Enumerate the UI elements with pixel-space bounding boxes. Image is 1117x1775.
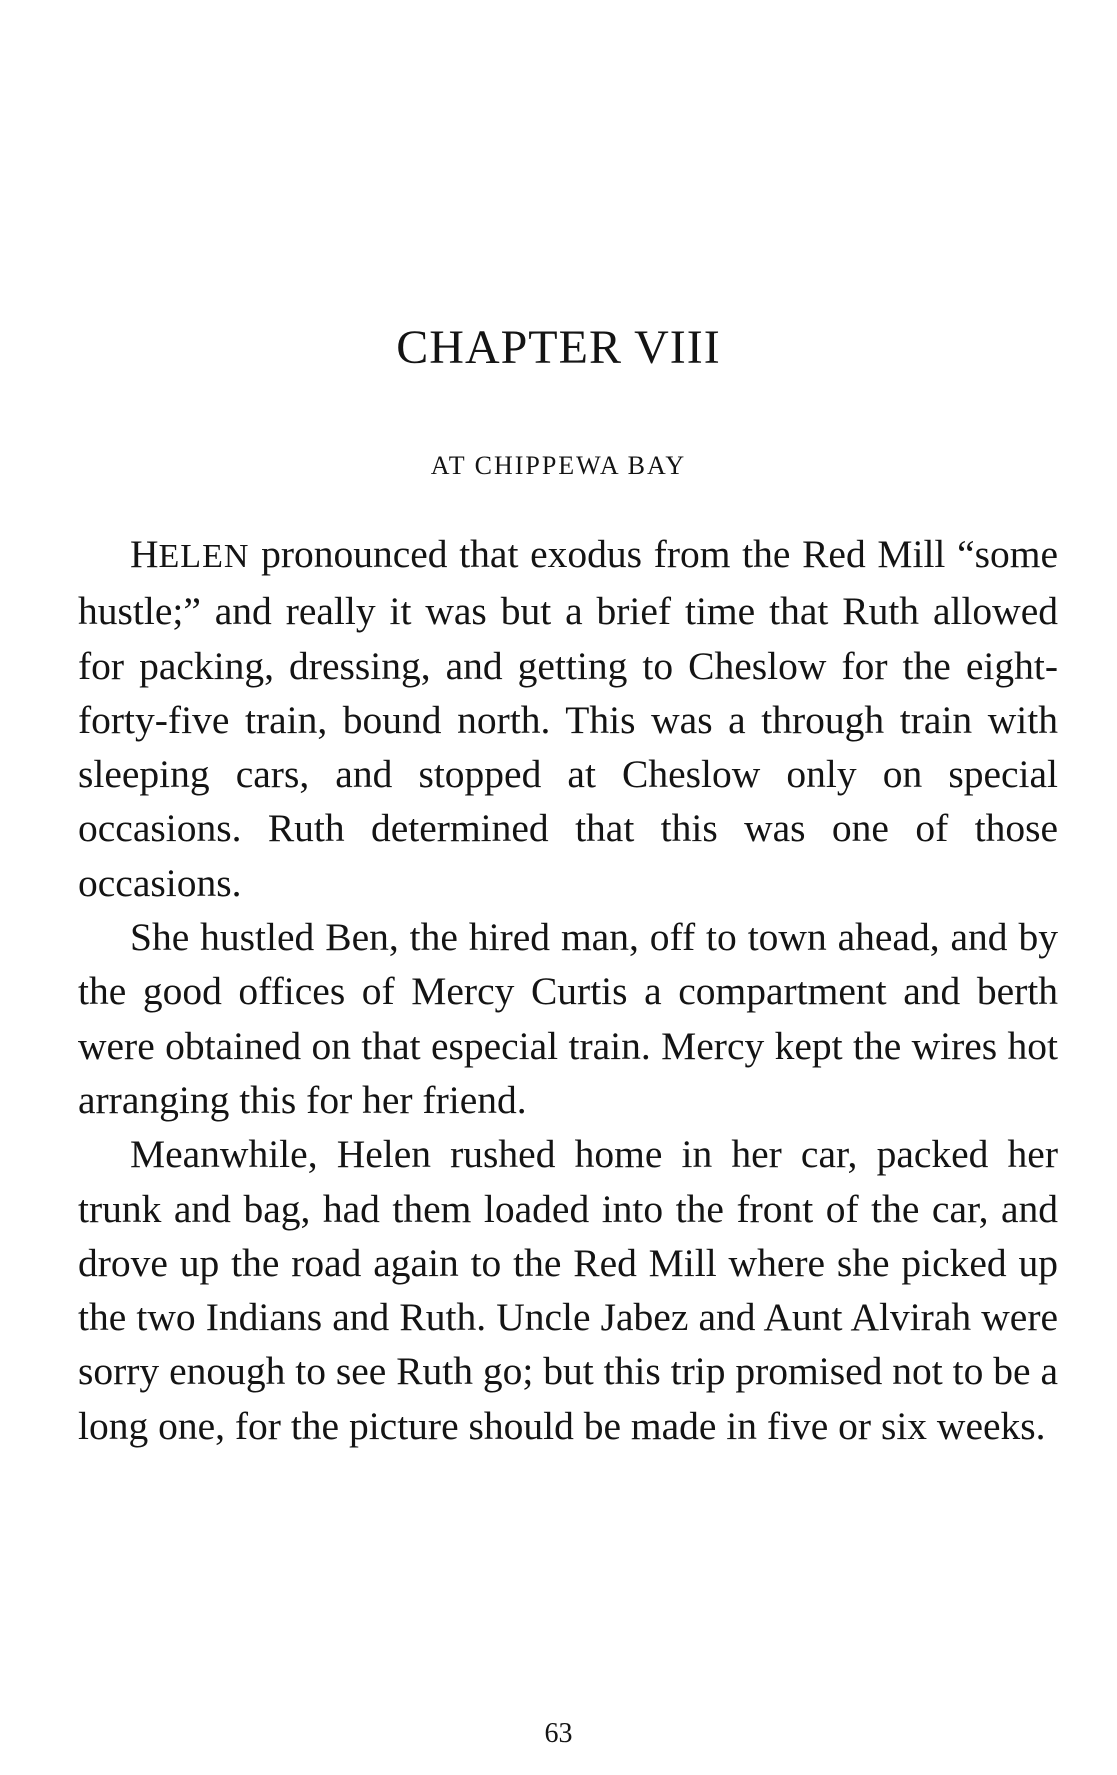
chapter-subtitle: AT CHIPPEWA BAY	[430, 451, 687, 480]
paragraph-1-text: pronounced that exodus from the Red Mill “some hustle;” and really it was but a brief time that Ruth allowed for packing, dressing, and getting to Cheslow for the eight-forty-five train, bound north. This was a through train with sleeping cars, and stopped at Cheslow only on special occasions. Ruth determined that this was one of those occasions.	[78, 532, 1058, 905]
page-number: 63	[544, 1718, 573, 1749]
opening-initial: H	[130, 532, 159, 576]
chapter-body	[78, 527, 1058, 1453]
paragraph-1	[78, 527, 1058, 910]
chapter-title: CHAPTER VIII	[396, 321, 721, 374]
opening-word-rest: ELEN	[158, 538, 250, 575]
paragraph-3: Meanwhile, Helen rushed home in her car, packed her trunk and bag, had them loaded into the front of the car, and drove up the road again to the Red Mill where she picked up the two Indians and Ruth. Uncle Jabez and Aunt Alvirah were sorry enough to see Ruth go; but this trip promised not to be a long one, for the picture should be made in five or six weeks.	[78, 1132, 1058, 1448]
paragraph-2: She hustled Ben, the hired man, off to town ahead, and by the good offices of Mercy Curtis a compartment and berth were obtained on that especial train. Mercy kept the wires hot arranging this for her friend.	[78, 915, 1058, 1122]
